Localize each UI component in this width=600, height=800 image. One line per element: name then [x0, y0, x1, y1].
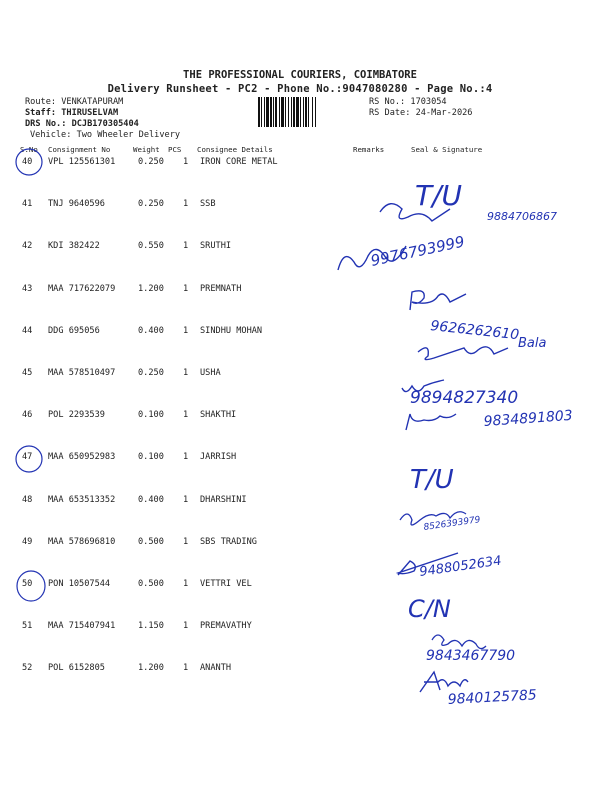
cell-pcs: 1 — [183, 579, 189, 589]
col-seal: Seal & Signature — [411, 145, 483, 154]
cell-consignment: KDI 382422 — [48, 241, 100, 252]
handwriting-5: 9894827340 — [410, 388, 519, 408]
table-row — [0, 157, 600, 177]
route-label: Route: VENKATAPURAM — [25, 97, 124, 107]
rs-date: RS Date: 24-Mar-2026 — [369, 108, 473, 118]
handwriting-11: 9843467790 — [426, 648, 516, 664]
cell-sno: 41 — [22, 199, 33, 210]
cell-sno: 50 — [22, 579, 33, 589]
cell-sno: 40 — [22, 157, 33, 167]
cell-pcs: 1 — [183, 494, 189, 505]
table-row — [0, 407, 600, 430]
cell-consignee: SRUTHI — [200, 241, 232, 252]
table-row — [0, 537, 600, 557]
cell-pcs: 1 — [183, 621, 189, 632]
cell-weight: 0.250 — [138, 199, 164, 210]
barcode — [258, 97, 366, 127]
table-row — [0, 368, 600, 388]
cell-consignee: ANANTH — [200, 663, 232, 674]
col-consignee: Consignee Details — [197, 145, 273, 154]
cell-sno: 44 — [22, 325, 33, 336]
cell-consignment: POL 2293539 — [48, 410, 105, 421]
table-row — [0, 284, 600, 304]
cell-weight: 1.200 — [138, 283, 164, 294]
col-weight: Weight — [133, 145, 160, 154]
rs-number: RS No.: 1703054 — [369, 97, 447, 107]
cell-sno: 46 — [22, 410, 33, 421]
cell-sno: 48 — [22, 494, 33, 505]
cell-pcs: 1 — [183, 452, 189, 463]
company-title: THE PROFESSIONAL COURIERS, COIMBATORE — [183, 69, 417, 81]
cell-sno: 47 — [22, 452, 33, 463]
cell-consignee: USHA — [200, 368, 221, 378]
cell-sno: 52 — [22, 663, 33, 674]
cell-weight: 1.200 — [138, 663, 164, 674]
col-sno: S.No — [20, 145, 38, 154]
cell-consignee: SSB — [200, 199, 216, 210]
handwriting-6: 9834891803 — [483, 407, 574, 430]
drs-label: DRS No.: DCJB170305404 — [25, 119, 139, 129]
cell-consignment: MAA 653513352 — [48, 494, 116, 505]
signature-sindhu — [418, 347, 508, 360]
cell-pcs: 1 — [183, 157, 189, 167]
cell-weight: 0.550 — [138, 241, 164, 252]
col-consignment: Consignment No — [48, 145, 111, 154]
handwriting-4: Bala — [518, 336, 547, 351]
cell-sno: 45 — [22, 368, 33, 378]
handwriting-2: 9976793999 — [369, 232, 467, 270]
cell-consignee: DHARSHINI — [200, 494, 247, 505]
cell-weight: 0.500 — [138, 536, 164, 547]
cell-pcs: 1 — [183, 283, 189, 294]
table-row — [0, 199, 600, 219]
col-pcs: PCS — [168, 145, 182, 154]
cell-consignee: PREMAVATHY — [200, 621, 252, 632]
cell-consignment: VPL 125561301 — [48, 157, 116, 167]
handwriting-0: T/U — [415, 179, 463, 212]
cell-consignment: TNJ 9640596 — [48, 199, 105, 210]
cell-pcs: 1 — [183, 536, 189, 547]
cell-consignee: JARRISH — [200, 452, 237, 463]
cell-consignment: POL 6152805 — [48, 663, 105, 674]
cell-consignment: DDG 695056 — [48, 325, 100, 336]
table-row — [0, 663, 600, 683]
handwriting-3: 9626262610 — [429, 318, 520, 344]
cell-weight: 0.100 — [138, 452, 164, 463]
cell-pcs: 1 — [183, 325, 189, 336]
cell-sno: 49 — [22, 536, 33, 547]
cell-consignee: VETTRI VEL — [200, 579, 252, 589]
handwriting-7: T/U — [410, 465, 454, 495]
cell-consignment: MAA 715407941 — [48, 621, 116, 632]
cell-pcs: 1 — [183, 368, 189, 378]
cell-weight: 0.250 — [138, 157, 164, 167]
cell-weight: 1.150 — [138, 621, 164, 632]
cell-consignee: SBS TRADING — [200, 536, 257, 547]
cell-pcs: 1 — [183, 410, 189, 421]
cell-consignee: SHAKTHI — [200, 410, 237, 421]
cell-sno: 43 — [22, 283, 33, 294]
handwriting-12: 9840125785 — [447, 687, 538, 708]
table-row — [0, 495, 600, 515]
cell-sno: 51 — [22, 621, 33, 632]
cell-weight: 0.500 — [138, 579, 164, 589]
cell-pcs: 1 — [183, 241, 189, 252]
handwriting-1: 9884706867 — [487, 210, 557, 223]
cell-pcs: 1 — [183, 199, 189, 210]
cell-consignment: MAA 578696810 — [48, 536, 116, 547]
runsheet-title: Delivery Runsheet - PC2 - Phone No.:9047080280 - Page No.:4 — [107, 83, 493, 95]
cell-weight: 0.100 — [138, 410, 164, 421]
cell-weight: 0.400 — [138, 494, 164, 505]
cell-consignment: PON 10507544 — [48, 579, 111, 589]
staff-label: Staff: THIRUSELVAM — [25, 108, 119, 118]
table-row — [0, 579, 600, 599]
cell-consignee: IRON CORE METAL — [200, 157, 278, 167]
cell-consignment: MAA 578510497 — [48, 368, 116, 378]
table-row — [0, 326, 600, 346]
vehicle-label: Vehicle: Two Wheeler Delivery — [30, 130, 181, 140]
cell-pcs: 1 — [183, 663, 189, 674]
col-remarks: Remarks — [353, 145, 385, 154]
table-row — [0, 452, 600, 472]
table-row — [0, 241, 600, 261]
cell-consignment: MAA 650952983 — [48, 452, 116, 463]
handwriting-9: 9488052634 — [418, 553, 503, 580]
handwriting-10: C/N — [408, 595, 451, 623]
cell-consignment: MAA 717622079 — [48, 283, 116, 294]
cell-consignee: SINDHU MOHAN — [200, 325, 263, 336]
cell-sno: 42 — [22, 241, 33, 252]
cell-weight: 0.250 — [138, 368, 164, 378]
cell-weight: 0.400 — [138, 325, 164, 336]
cell-consignee: PREMNATH — [200, 283, 242, 294]
handwriting-8: 8526393979 — [423, 515, 482, 533]
table-row — [0, 621, 600, 641]
